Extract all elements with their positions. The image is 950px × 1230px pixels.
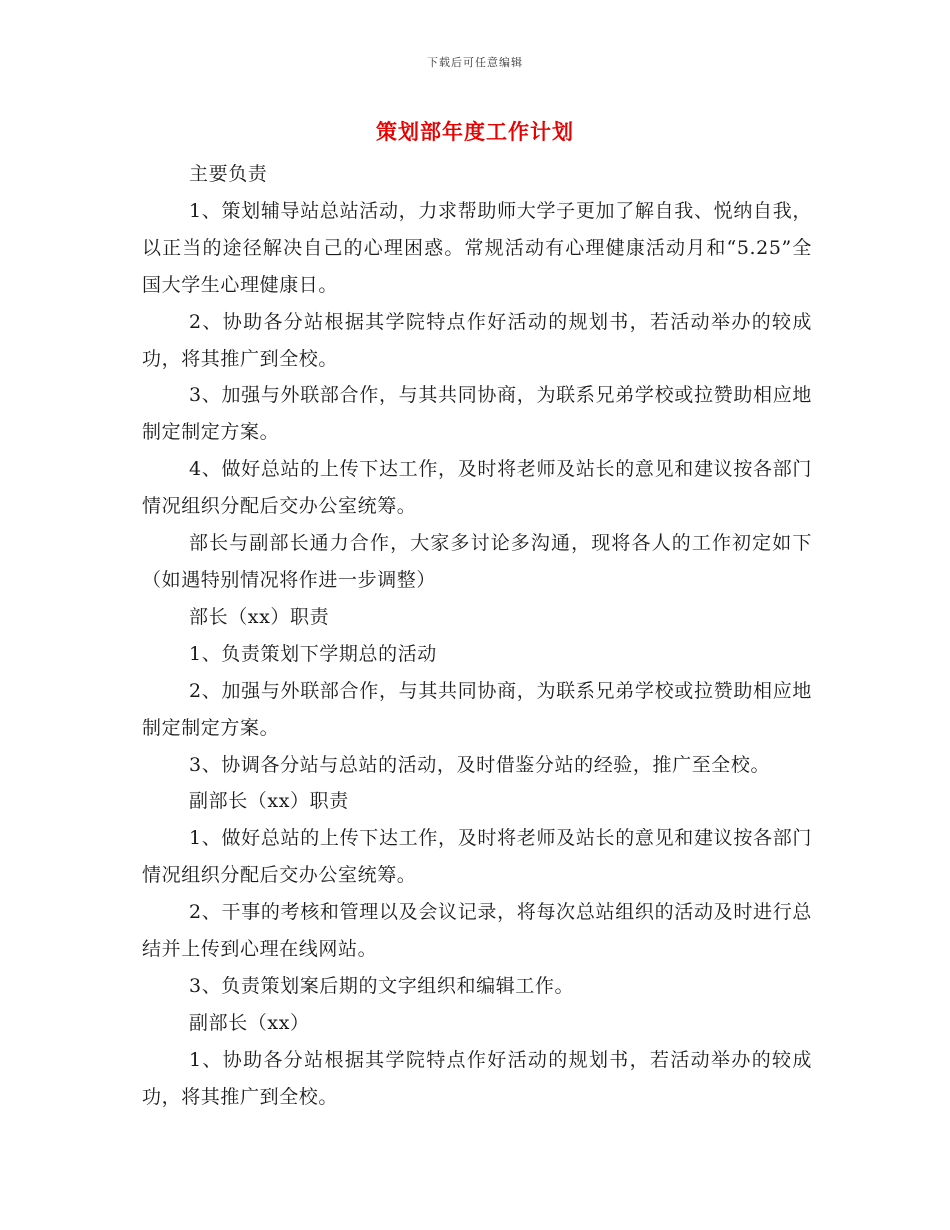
- paragraph-main-duties: 主要负责: [189, 163, 268, 185]
- paragraph-section-heading: 部长（xx）职责: [189, 605, 330, 628]
- paragraph: 2、加强与外联部合作，与其共同协商，为联系兄弟学校或拉赞助相应地制定制定方案。: [142, 679, 812, 739]
- paragraph: 1、负责策划下学期总的活动: [189, 642, 437, 665]
- paragraph: 3、负责策划案后期的文字组织和编辑工作。: [189, 974, 575, 997]
- paragraph: 1、协助各分站根据其学院特点作好活动的规划书，若活动举办的较成功，将其推广到全校。: [142, 1048, 812, 1108]
- paragraph: 2、协助各分站根据其学院特点作好活动的规划书，若活动举办的较成功，将其推广到全校。: [142, 310, 812, 370]
- paragraph-section-heading: 副部长（xx）职责: [189, 790, 349, 813]
- paragraph: 3、协调各分站与总站的活动，及时借鉴分站的经验，推广至全校。: [189, 753, 771, 776]
- paragraph: 2、干事的考核和管理以及会议记录，将每次总站组织的活动及时进行总结并上传到心理在线网站。: [142, 901, 812, 961]
- paragraph: 1、策划辅导站总站活动，力求帮助师大学子更加了解自我、悦纳自我，以正当的途径解决自己的心理困惑。常规活动有心理健康活动月和“5.25”全国大学生心理健康日。: [142, 199, 812, 296]
- paragraph: 3、加强与外联部合作，与其共同协商，为联系兄弟学校或拉赞助相应地制定制定方案。: [142, 384, 812, 444]
- header-note: 下载后可任意编辑: [427, 56, 523, 69]
- paragraph-section-heading: 副部长（xx）: [189, 1011, 310, 1034]
- paragraph: 部长与副部长通力合作，大家多讨论多沟通，现将各人的工作初定如下（如遇特别情况将作进一步调整）: [142, 532, 812, 591]
- paragraph: 1、做好总站的上传下达工作，及时将老师及站长的意见和建议按各部门情况组织分配后交办公室统筹。: [142, 827, 812, 887]
- document-title: 策划部年度工作计划: [376, 120, 574, 144]
- paragraph: 4、做好总站的上传下达工作，及时将老师及站长的意见和建议按各部门情况组织分配后交办公室统筹。: [142, 458, 812, 518]
- document-body: [142, 156, 812, 1116]
